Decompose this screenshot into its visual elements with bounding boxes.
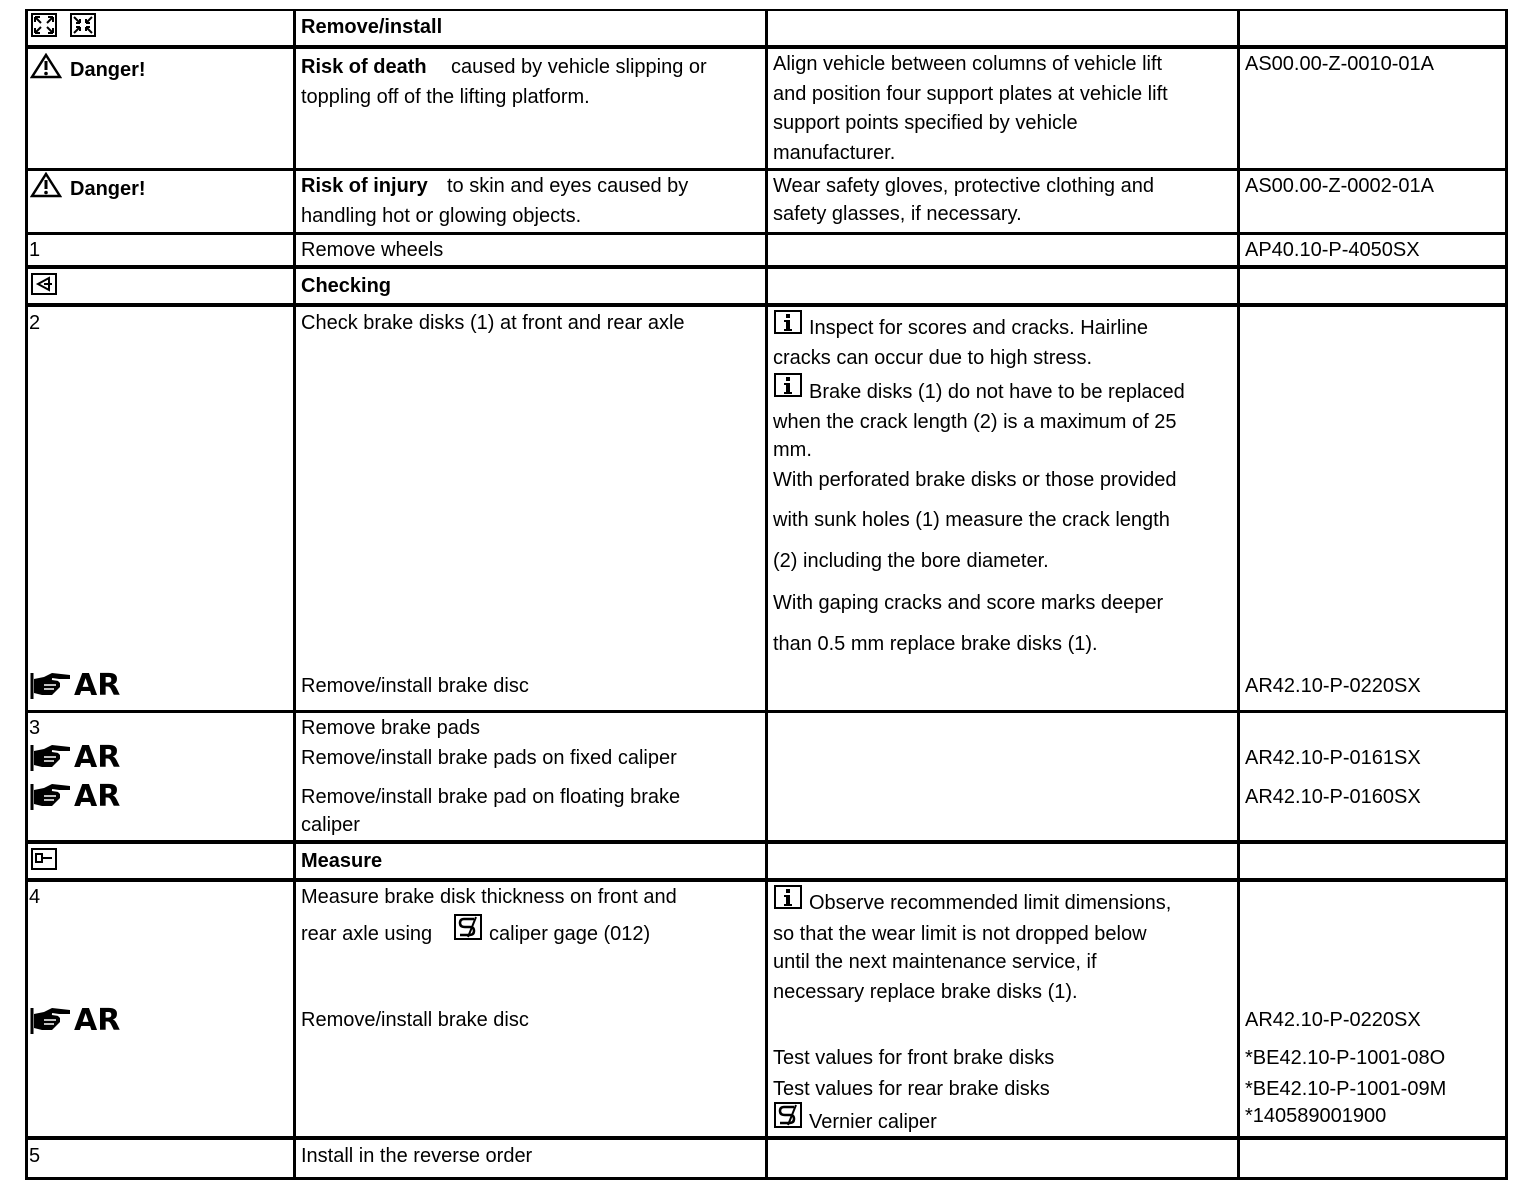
reference-link[interactable]: AP40.10-P-4050SX — [1245, 239, 1420, 261]
remove-icon — [31, 13, 57, 37]
step-text: Install in the reverse order — [301, 1145, 533, 1167]
ar-label: AR — [74, 779, 121, 814]
risk-text: handling hot or glowing objects. — [301, 205, 582, 227]
ar-label: AR — [74, 1003, 121, 1038]
note-text: with sunk holes (1) measure the crack length — [773, 509, 1170, 531]
risk-title: Risk of death — [301, 56, 427, 78]
note-text: when the crack length (2) is a maximum of 25 — [773, 411, 1177, 433]
grid-line — [293, 9, 296, 1180]
risk-text: to skin and eyes caused by — [447, 175, 689, 197]
step-number: 2 — [29, 312, 41, 334]
grid-line — [25, 168, 1508, 171]
note-text: necessary replace brake disks (1). — [773, 981, 1078, 1003]
sub-step-link[interactable]: caliper — [301, 814, 360, 836]
info-icon — [774, 373, 802, 397]
info-icon — [774, 310, 802, 334]
step-text: Measure brake disk thickness on front and — [301, 886, 677, 908]
measure-icon — [31, 848, 57, 870]
grid-line — [25, 303, 1508, 307]
risk-text: caused by vehicle slipping or — [451, 56, 707, 78]
sub-step-link[interactable]: Remove/install brake pad on floating brake — [301, 786, 681, 808]
grid-line — [1237, 9, 1240, 1180]
reference-link[interactable]: *140589001900 — [1245, 1105, 1387, 1127]
grid-line — [1505, 9, 1508, 1180]
step-text: caliper gage (012) — [489, 923, 651, 945]
action-text: Wear safety gloves, protective clothing and — [773, 175, 1154, 197]
grid-line — [25, 1177, 1508, 1180]
step-text: Remove brake pads — [301, 717, 480, 739]
grid-line — [25, 45, 1508, 49]
step-number: 4 — [29, 886, 41, 908]
tool-icon — [454, 914, 482, 940]
grid-line — [765, 9, 768, 1180]
note-text: With gaping cracks and score marks deeper — [773, 592, 1164, 614]
step-number: 1 — [29, 239, 41, 261]
note-text: With perforated brake disks or those provided — [773, 469, 1177, 491]
action-text: and position four support plates at vehicle lift — [773, 83, 1168, 105]
note-text: until the next maintenance service, if — [773, 951, 1097, 973]
grid-line — [25, 265, 1508, 269]
step-number: 3 — [29, 717, 41, 739]
checking-icon — [31, 273, 57, 295]
warning-triangle-icon — [30, 53, 62, 79]
grid-line — [25, 9, 28, 1180]
test-values-link[interactable]: Test values for front brake disks — [773, 1047, 1055, 1069]
step-text: Check brake disks (1) at front and rear axle — [301, 312, 685, 334]
section-title-measure: Measure — [301, 850, 383, 872]
pointing-hand-icon — [30, 671, 72, 701]
grid-line — [25, 710, 1508, 713]
note-text: Brake disks (1) do not have to be replaced — [809, 381, 1185, 403]
grid-line — [25, 1136, 1508, 1140]
pointing-hand-icon — [30, 1006, 72, 1036]
reference-link[interactable]: AS00.00-Z-0010-01A — [1245, 53, 1435, 75]
danger-label: Danger! — [70, 178, 146, 200]
reference-link[interactable]: AR42.10-P-0220SX — [1245, 675, 1421, 697]
test-values-link[interactable]: Test values for rear brake disks — [773, 1078, 1050, 1100]
reference-link[interactable]: AS00.00-Z-0002-01A — [1245, 175, 1435, 197]
note-text: cracks can occur due to high stress. — [773, 347, 1093, 369]
danger-label: Danger! — [70, 59, 146, 81]
risk-text: toppling off of the lifting platform. — [301, 86, 590, 108]
sub-step-link[interactable]: Remove/install brake disc — [301, 675, 529, 697]
sub-step-link[interactable]: Remove/install brake disc — [301, 1009, 529, 1031]
grid-line — [25, 232, 1508, 235]
step-text: Remove wheels — [301, 239, 444, 261]
grid-line — [25, 878, 1508, 882]
pointing-hand-icon — [30, 743, 72, 773]
reference-link[interactable]: AR42.10-P-0160SX — [1245, 786, 1421, 808]
grid-line — [25, 9, 1508, 11]
warning-triangle-icon — [30, 172, 62, 198]
action-text: manufacturer. — [773, 142, 896, 164]
info-icon — [774, 885, 802, 909]
tool-icon — [774, 1102, 802, 1128]
section-title-remove-install: Remove/install — [301, 16, 443, 38]
install-icon — [70, 13, 96, 37]
note-text: (2) including the bore diameter. — [773, 550, 1049, 572]
note-text: than 0.5 mm replace brake disks (1). — [773, 633, 1098, 655]
note-text: so that the wear limit is not dropped below — [773, 923, 1147, 945]
tool-name: Vernier caliper — [809, 1111, 937, 1133]
note-text: Inspect for scores and cracks. Hairline — [809, 317, 1149, 339]
action-text: safety glasses, if necessary. — [773, 203, 1022, 225]
step-number: 5 — [29, 1145, 41, 1167]
action-text: Align vehicle between columns of vehicle lift — [773, 53, 1163, 75]
ar-label: AR — [74, 740, 121, 775]
ar-label: AR — [74, 668, 121, 703]
action-text: support points specified by vehicle — [773, 112, 1078, 134]
sub-step-link[interactable]: Remove/install brake pads on fixed caliper — [301, 747, 677, 769]
reference-link[interactable]: *BE42.10-P-1001-09M — [1245, 1078, 1447, 1100]
reference-link[interactable]: AR42.10-P-0161SX — [1245, 747, 1421, 769]
section-title-checking: Checking — [301, 275, 392, 297]
risk-title: Risk of injury — [301, 175, 428, 197]
note-text: Observe recommended limit dimensions, — [809, 892, 1172, 914]
step-text: rear axle using — [301, 923, 433, 945]
note-text: mm. — [773, 439, 812, 461]
reference-link[interactable]: AR42.10-P-0220SX — [1245, 1009, 1421, 1031]
grid-line — [25, 840, 1508, 844]
pointing-hand-icon — [30, 782, 72, 812]
reference-link[interactable]: *BE42.10-P-1001-08O — [1245, 1047, 1446, 1069]
